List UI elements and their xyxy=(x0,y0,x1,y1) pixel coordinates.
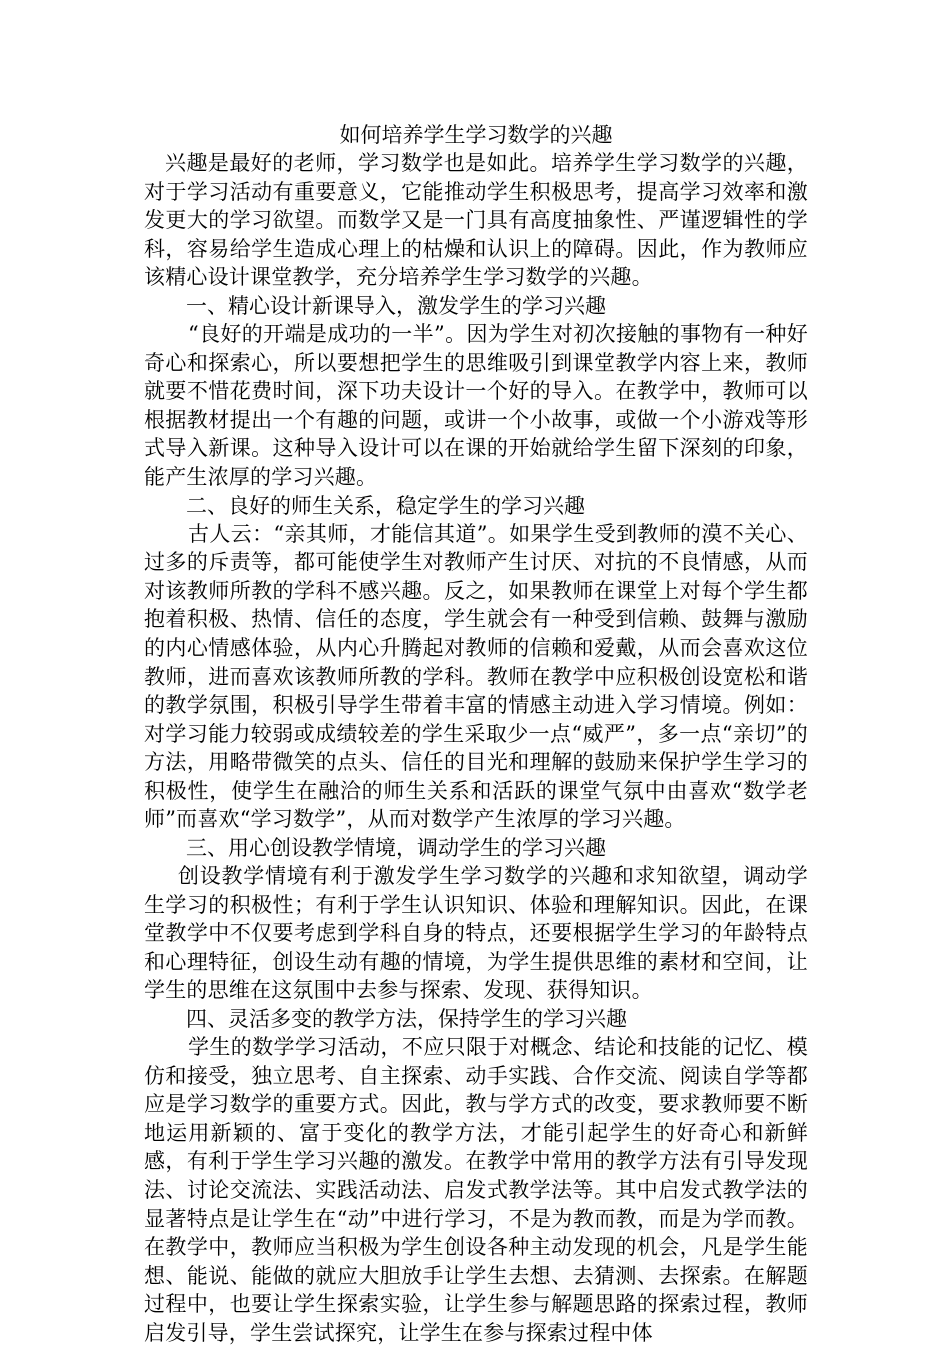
section-2-body: 古人云：“亲其师，才能信其道”。如果学生受到教师的漠不关心、过多的斥责等，都可能使学生对教师产生讨厌、对抗的不良情感，从而对该教师所教的学科不感兴趣。反之，如果教师在课堂上对每个学生都抱着积极、热情、信任的态度，学生就会有一种受到信赖、鼓舞与激励的内心情感体验，从内心升腾起对教师的信赖和爱戴，从而会喜欢这位教师，进而喜欢该教师所教的学科。教师在教学中应积极创设宽松和谐的教学氛围，积极引导学生带着丰富的情感主动进入学习情境。例如：对学习能力较弱或成绩较差的学生采取少一点“威严”，多一点“亲切”的方法，用略带微笑的点头、信任的目光和理解的鼓励来保护学生学习的积极性，使学生在融洽的师生关系和活跃的课堂气氛中由喜欢“数学老师”而喜欢“学习数学”，从而对数学产生浓厚的学习兴趣。 xyxy=(144,521,808,832)
section-3-heading: 三、用心创设教学情境，调动学生的学习兴趣 xyxy=(186,836,606,861)
section-3-body: 创设教学情境有利于激发学生学习数学的兴趣和求知欲望，调动学生学习的积极性；有利于学生认识知识、体验和理解知识。因此，在课堂教学中不仅要考虑到学科自身的特点，还要根据学生学习的年龄特点和心理特征，创设生动有趣的情境，为学生提供思维的素材和空间，让学生的思维在这氛围中去参与探索、发现、获得知识。 xyxy=(144,864,808,1003)
document-title: 如何培养学生学习数学的兴趣 xyxy=(339,123,613,147)
section-4-body: 学生的数学学习活动，不应只限于对概念、结论和技能的记忆、模仿和接受，独立思考、自主探索、动手实践、合作交流、阅读自学等都应是学习数学的重要方式。因此，教与学方式的改变，要求教师要不断地运用新颖的、富于变化的教学方法，才能引起学生的好奇心和新鲜感，有利于学生学习兴趣的激发。在教学中常用的教学方法有引导发现法、讨论交流法、实践活动法、启发式教学法等。其中启发式教学法的显著特点是让学生在“动”中进行学习，不是为教而教，而是为学而教。在教学中，教师应当积极为学生创设各种主动发现的机会，凡是学生能想、能说、能做的就应大胆放手让学生去想、去猜测、去探索。在解题过程中，也要让学生探索实验，让学生参与解题思路的探索过程，教师启发引导，学生尝试探究，让学生在参与探索过程中体 xyxy=(144,1035,808,1345)
intro-paragraph: 兴趣是最好的老师，学习数学也是如此。培养学生学习数学的兴趣，对于学习活动有重要意义，它能推动学生积极思考，提高学习效率和激发更大的学习欲望。而数学又是一门具有高度抽象性、严谨逻辑性的学科，容易给学生造成心理上的枯燥和认识上的障碍。因此，作为教师应该精心设计课堂教学，充分培养学生学习数学的兴趣。 xyxy=(144,151,808,290)
document-page xyxy=(144,121,808,1348)
section-1-body: “良好的开端是成功的一半”。因为学生对初次接触的事物有一种好奇心和探索心，所以要想把学生的思维吸引到课堂教学内容上来，教师就要不惜花费时间，深下功夫设计一个好的导入。在教学中，教师可以根据教材提出一个有趣的问题，或讲一个小故事，或做一个小游戏等形式导入新课。这种导入设计可以在课的开始就给学生留下深刻的印象，能产生浓厚的学习兴趣。 xyxy=(144,321,808,489)
section-2-heading: 二、良好的师生关系，稳定学生的学习兴趣 xyxy=(186,493,585,518)
section-4-heading: 四、灵活多变的教学方法，保持学生的学习兴趣 xyxy=(186,1007,627,1032)
section-1-heading: 一、精心设计新课导入，激发学生的学习兴趣 xyxy=(186,293,606,318)
